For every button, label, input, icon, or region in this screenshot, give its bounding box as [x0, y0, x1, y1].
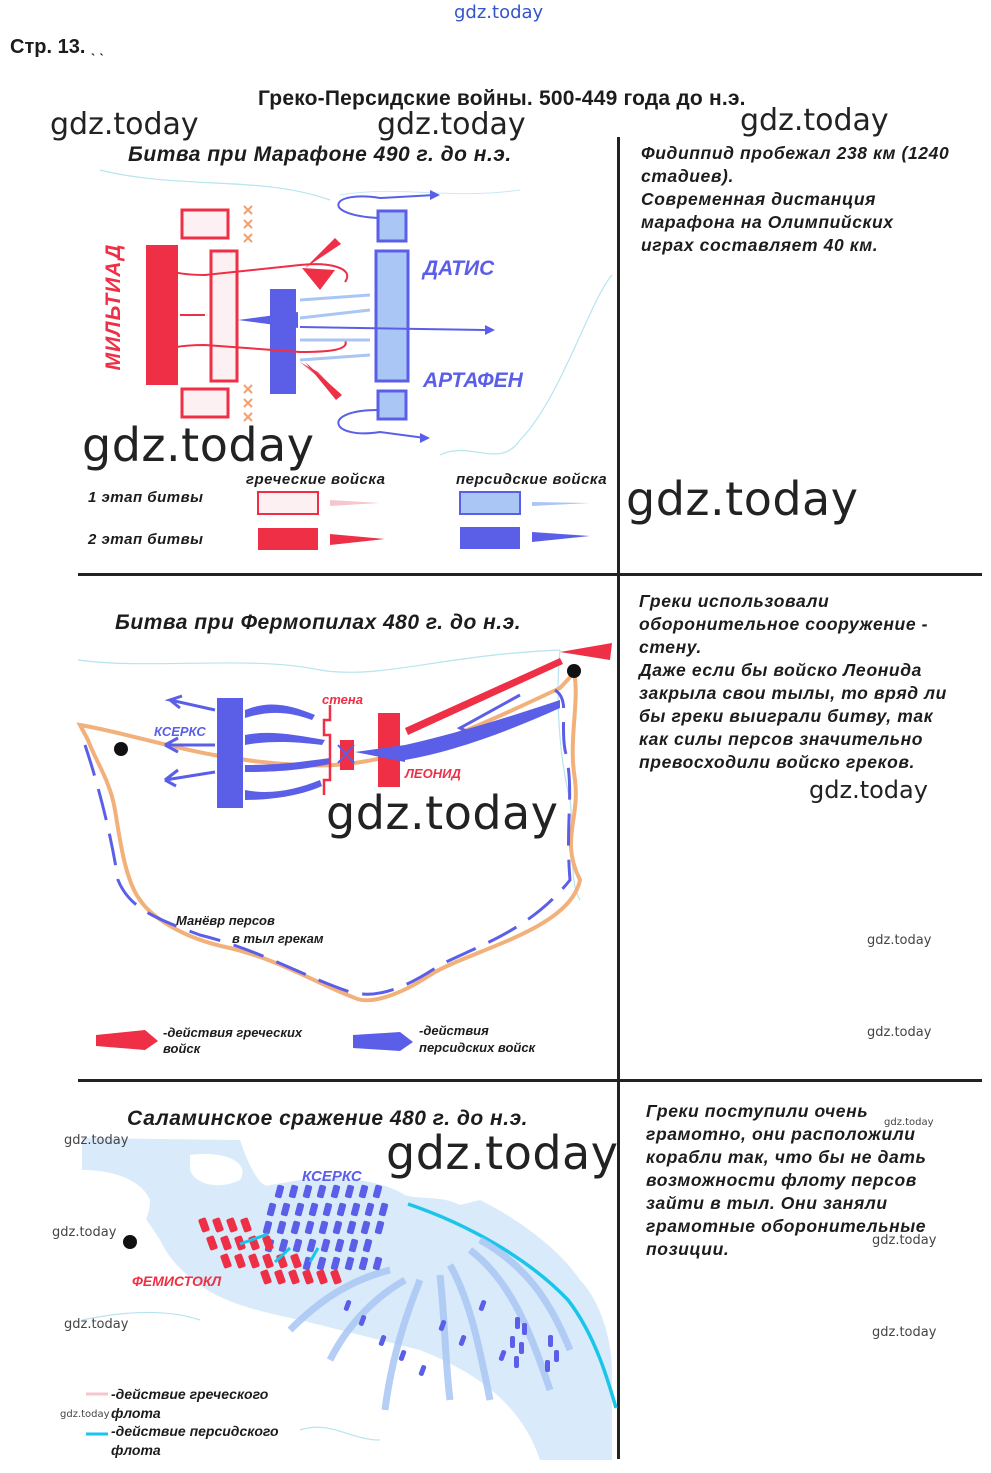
maneuver-line-1: Манёвр персов [176, 913, 275, 928]
note-line: Греки поступили очень [646, 1101, 869, 1121]
watermark: gdz.today [867, 1025, 932, 1040]
xerxes-label: КСЕРКС [154, 724, 206, 739]
thermopylae-note [639, 590, 984, 774]
legend-line: флота [111, 1405, 161, 1421]
thermopylae-title: Битва при Фермопилах 480 г. до н.э. [115, 611, 522, 634]
legend-greek-fleet [111, 1385, 268, 1423]
watermark: gdz.today [82, 418, 315, 472]
legend-line: -действия греческих [163, 1025, 303, 1040]
note-line: грамотные оборонительные [646, 1216, 927, 1236]
note-line: превосходили войско греков. [639, 752, 915, 772]
artaphernes-label: АРТАФЕН [423, 369, 523, 392]
note-line: марафона на Олимпийских [641, 212, 894, 232]
location-dot [123, 1235, 137, 1249]
watermark: gdz.today [809, 776, 928, 804]
maneuver-line-2: в тыл грекам [232, 931, 324, 946]
note-line: грамотно, они расположили [646, 1124, 916, 1144]
salamis-title: Саламинское сражение 480 г. до н.э. [127, 1107, 528, 1130]
watermark: gdz.today [740, 103, 889, 138]
watermark: gdz.today [64, 1317, 129, 1332]
miltiades-label: МИЛЬТИАД [102, 243, 125, 371]
watermark: gdz.today [377, 107, 526, 142]
watermark: gdz.today [64, 1133, 129, 1148]
wall-label: стена [322, 692, 363, 707]
salamis-xerxes-label: КСЕРКС [302, 1168, 362, 1185]
note-line: Даже если бы войско Леонида [639, 660, 922, 680]
watermark: gdz.today [52, 1225, 117, 1240]
watermark: gdz.today [872, 1325, 937, 1340]
legend-stage1-label: 1 этап битвы [88, 489, 204, 506]
note-line: стадиев). [641, 166, 734, 186]
note-line: стену. [639, 637, 702, 657]
legend-line: флота [111, 1442, 161, 1458]
legend-persian-fleet [111, 1422, 279, 1460]
note-line: закрыла свои тылы, то вряд ли [639, 683, 947, 703]
legend-persian-label: персидские войска [456, 471, 608, 488]
note-line: корабли так, что бы не дать [646, 1147, 927, 1167]
note-line: Греки использовали [639, 591, 830, 611]
note-line: Фидиппид пробежал 238 км (1240 [641, 143, 950, 163]
page-reference-label: Стр. 13. [10, 36, 86, 58]
note-line: возможности флоту персов [646, 1170, 917, 1190]
datis-label: ДАТИС [423, 257, 495, 280]
note-line: играх составляет 40 км. [641, 235, 879, 255]
watermark: gdz.today [626, 472, 859, 526]
watermark: gdz.today [326, 786, 559, 840]
marathon-note [641, 142, 986, 257]
themistocles-label: ФЕМИСТОКЛ [132, 1273, 222, 1289]
top-watermark: gdz.today [454, 2, 544, 23]
legend-stage2-label: 2 этап битвы [88, 531, 204, 548]
note-line: зайти в тыл. Они заняли [646, 1193, 888, 1213]
note-line: бы греки выиграли битву, так [639, 706, 934, 726]
legend-greek-label: греческие войска [246, 471, 386, 488]
ship-mark [418, 1364, 426, 1376]
note-line: оборонительное сооружение - [639, 614, 929, 634]
watermark: gdz.today [867, 933, 932, 948]
watermark: gdz.today [386, 1126, 619, 1180]
legend-line: войск [163, 1041, 201, 1056]
watermark: gdz.today [884, 1117, 934, 1128]
marathon-title: Битва при Марафоне 490 г. до н.э. [128, 143, 512, 166]
watermark: gdz.today [60, 1409, 110, 1420]
note-line: позиции. [646, 1239, 730, 1259]
page-reference-suffix: ˎ ˎ [90, 40, 105, 56]
watermark: gdz.today [50, 107, 199, 142]
watermark: gdz.today [872, 1233, 937, 1248]
legend-line: -действия [419, 1023, 489, 1038]
legend-line: -действие греческого [111, 1386, 269, 1402]
legend-line: -действие персидского [111, 1423, 279, 1439]
note-line: как силы персов значительно [639, 729, 924, 749]
legend-line: персидских войск [419, 1040, 536, 1055]
note-line: Современная дистанция [641, 189, 877, 209]
leonidas-label: ЛЕОНИД [405, 766, 461, 781]
page-title: Греко-Персидские войны. 500-449 года до н.э. [258, 87, 746, 110]
